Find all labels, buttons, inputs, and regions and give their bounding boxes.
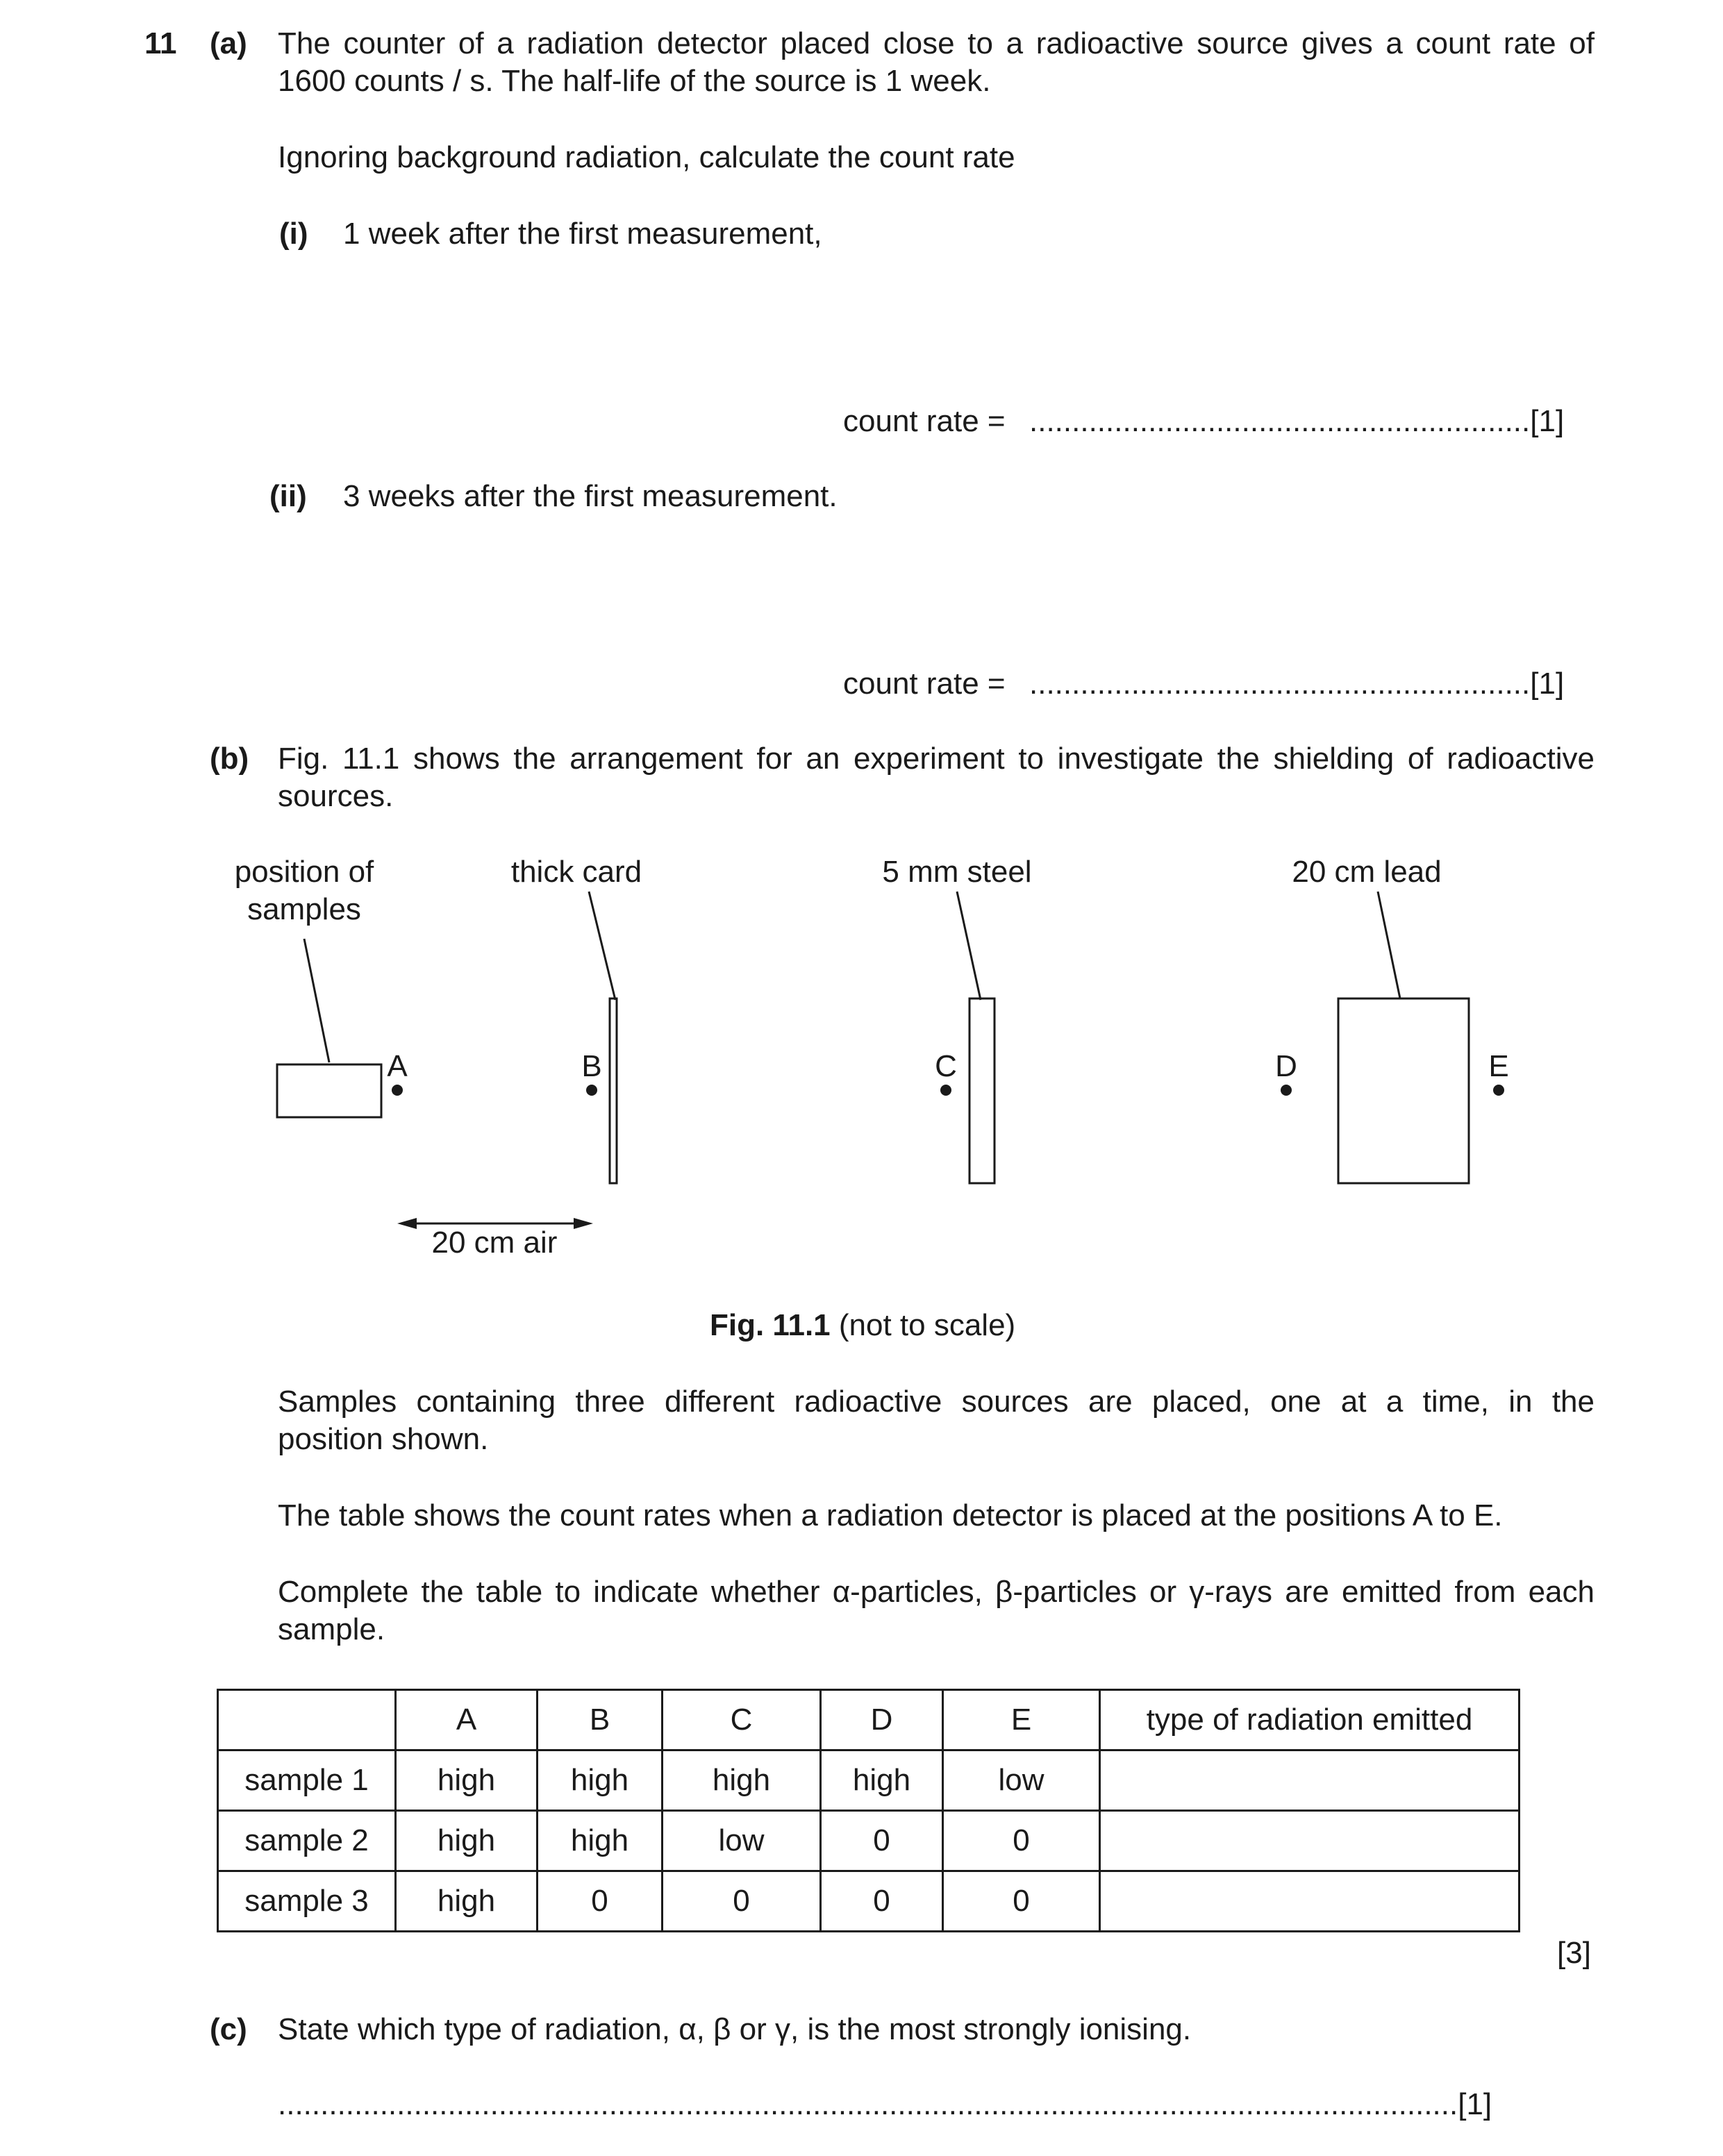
question-number: 11 (144, 26, 177, 60)
figure-caption (710, 1307, 1015, 1344)
header-cell (218, 1690, 396, 1750)
part-b-intro-line2: sources. (278, 779, 394, 813)
part-c-label: (c) (210, 2012, 247, 2046)
table-cell: high (821, 1750, 943, 1811)
part-b-marks: [3] (1557, 1936, 1591, 1970)
table-cell: high (396, 1871, 538, 1932)
part-a-intro-line1: The counter of a radiation detector placed close to a radioactive source gives a count rate of (278, 26, 1595, 60)
answer-cell-sample-3[interactable] (1100, 1871, 1520, 1932)
part-b-para1-line2: position shown. (278, 1422, 489, 1456)
part-c-answer-line[interactable] (278, 2086, 1492, 2123)
point-b-dot (586, 1085, 597, 1096)
point-label-e: E (1488, 1049, 1509, 1083)
answer-i-dots: ........................................................... (1029, 404, 1531, 438)
point-label-c: C (935, 1049, 957, 1083)
thick-card-barrier (610, 998, 617, 1183)
table-row (218, 1871, 1520, 1932)
label-position-line2: samples (247, 892, 361, 926)
row-label: sample 1 (218, 1750, 396, 1811)
table-cell: low (943, 1750, 1100, 1811)
table-cell: high (663, 1750, 821, 1811)
point-d-dot (1281, 1085, 1292, 1096)
table-cell: 0 (943, 1811, 1100, 1871)
caption-rest: (not to scale) (830, 1308, 1016, 1342)
answer-cell-sample-2[interactable] (1100, 1811, 1520, 1871)
part-b-para1-line1: Samples containing three different radioactive sources are placed, one at a time, in the (278, 1385, 1595, 1419)
arrowhead-left-icon (397, 1218, 417, 1229)
steel-barrier (969, 998, 994, 1183)
label-steel: 5 mm steel (882, 855, 1032, 889)
header-cell-a: A (396, 1690, 538, 1750)
answer-cell-sample-1[interactable] (1100, 1750, 1520, 1811)
part-c-question: State which type of radiation, α, β or γ, is the most strongly ionising. (278, 2012, 1192, 2046)
part-b-para3-line1: Complete the table to indicate whether α-particles, β-particles or γ-rays are emitted from each (278, 1575, 1595, 1609)
point-a-dot (392, 1085, 403, 1096)
part-b-para3-line2: sample. (278, 1612, 385, 1646)
part-b-paragraph-2: The table shows the count rates when a radiation detector is placed at the positions A to E. (278, 1498, 1503, 1532)
arrowhead-right-icon (574, 1218, 593, 1229)
sub-ii-label: (ii) (269, 479, 307, 513)
header-cell-e: E (943, 1690, 1100, 1750)
leader-line-lead (1378, 892, 1400, 998)
label-position-line1: position of (234, 855, 374, 889)
point-label-b: B (581, 1049, 602, 1083)
radiation-table (217, 1689, 1520, 1932)
table-cell: low (663, 1811, 821, 1871)
distance-label: 20 cm air (431, 1226, 558, 1260)
point-e-dot (1493, 1085, 1504, 1096)
table-cell: high (396, 1811, 538, 1871)
point-c-dot (940, 1085, 951, 1096)
header-cell-c: C (663, 1690, 821, 1750)
table-cell: 0 (821, 1871, 943, 1932)
row-label: sample 2 (218, 1811, 396, 1871)
table-cell: 0 (943, 1871, 1100, 1932)
leader-line-steel (957, 892, 981, 1000)
header-cell-d: D (821, 1690, 943, 1750)
answer-ii-marks: [1] (1530, 667, 1565, 701)
label-lead: 20 cm lead (1292, 855, 1442, 889)
sample-holder-rect (277, 1064, 381, 1117)
leader-line-samples (304, 939, 329, 1062)
table-cell: 0 (538, 1871, 663, 1932)
part-c-marks: [1] (1458, 2087, 1492, 2121)
answer-ii-prefix: count rate = (843, 667, 1006, 701)
table-cell: 0 (663, 1871, 821, 1932)
header-cell-type: type of radiation emitted (1100, 1690, 1520, 1750)
table-cell: 0 (821, 1811, 943, 1871)
lead-block (1338, 998, 1469, 1183)
part-a-intro-line2: 1600 counts / s. The half-life of the source is 1 week. (278, 64, 991, 98)
part-c-answer-dots: ........................................................................................................................................... (278, 2087, 1458, 2121)
part-a-label: (a) (210, 26, 247, 60)
part-b-intro-line1: Fig. 11.1 shows the arrangement for an experiment to investigate the shielding of radioactive (278, 742, 1595, 776)
table-header-row (218, 1690, 1520, 1750)
caption-bold: Fig. 11.1 (710, 1308, 831, 1342)
sub-ii-text: 3 weeks after the first measurement. (343, 479, 838, 513)
answer-i-prefix: count rate = (843, 404, 1006, 438)
part-a-instruction: Ignoring background radiation, calculate the count rate (278, 140, 1015, 174)
part-b-paragraph-1 (278, 1383, 1595, 1458)
point-label-d: D (1275, 1049, 1297, 1083)
sub-i-label: (i) (279, 217, 308, 251)
point-label-a: A (387, 1049, 408, 1083)
sub-i-text: 1 week after the first measurement, (343, 217, 822, 251)
answer-ii-dots: ........................................................... (1029, 667, 1531, 701)
header-cell-b: B (538, 1690, 663, 1750)
table-cell: high (396, 1750, 538, 1811)
table-cell: high (538, 1750, 663, 1811)
table-cell: high (538, 1811, 663, 1871)
row-label: sample 3 (218, 1871, 396, 1932)
part-b-label: (b) (210, 742, 249, 776)
leader-line-card (589, 892, 615, 1000)
label-thick-card: thick card (510, 855, 642, 889)
part-b-paragraph-3 (278, 1573, 1595, 1648)
table-row (218, 1811, 1520, 1871)
table-row (218, 1750, 1520, 1811)
answer-i-marks: [1] (1530, 404, 1565, 438)
